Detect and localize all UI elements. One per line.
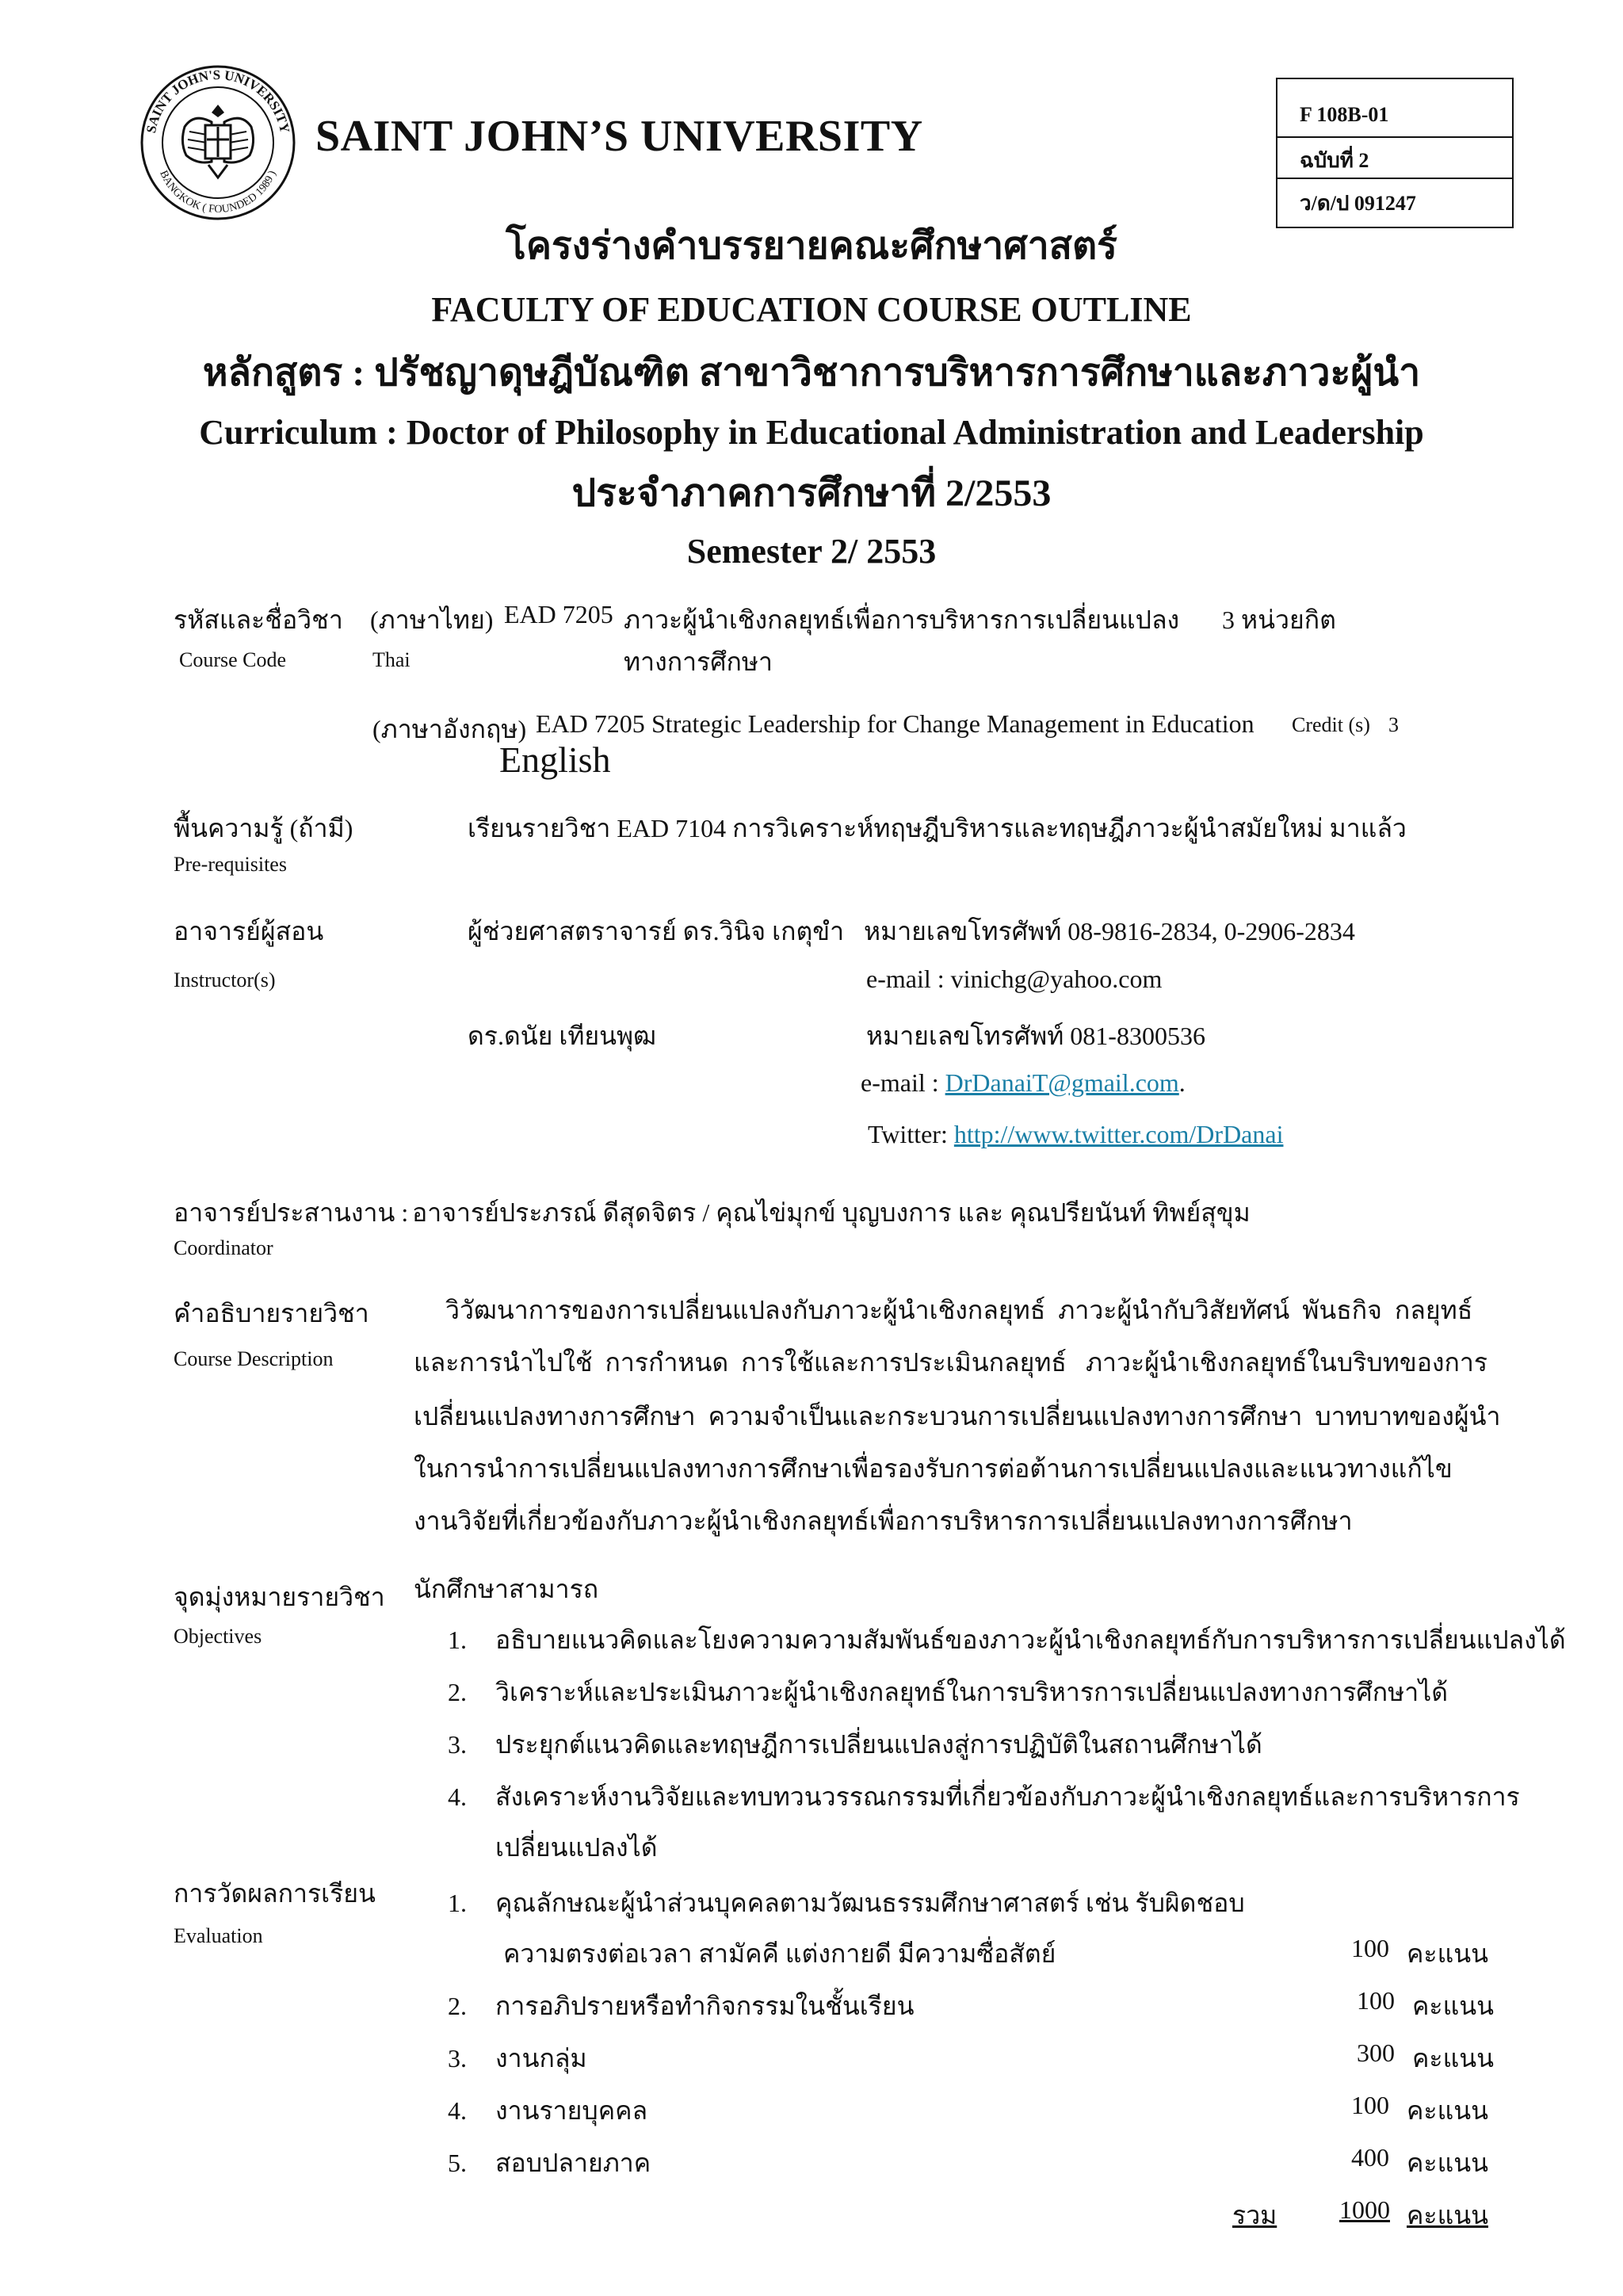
twitter-label: Twitter: (868, 1120, 954, 1148)
evaluation-total-label: รวม (1232, 2201, 1277, 2229)
evaluation-unit: คะแนน (1407, 2096, 1488, 2125)
prereq-text: เรียนรายวิชา EAD 7104 การวิเคราะห์ทฤษฎีบริหารและทฤษฎีภาวะผู้นำสมัยใหม่ มาแล้ว (468, 814, 1407, 842)
evaluation-item-1-line2: ความตรงต่อเวลา สามัคคี แต่งกายดี มีความซื่อสัตย์ (503, 1939, 1056, 1968)
description-line: งานวิจัยที่เกี่ยวข้องกับภาวะผู้นำเชิงกลยุทธ์เพื่อการบริหารการเปลี่ยนแปลงทางการศึกษา (414, 1507, 1353, 1535)
evaluation-item (448, 2038, 587, 2079)
objective-item (448, 1672, 1448, 1713)
svg-text:SAINT JOHN'S UNIVERSITY: SAINT JOHN'S UNIVERSITY (143, 67, 293, 135)
instructor-1-phone: หมายเลขโทรศัพท์ 08-9816-2834, 0-2906-2834 (864, 917, 1355, 946)
evaluation-unit: คะแนน (1407, 2149, 1488, 2177)
objective-number: 3. (448, 1730, 467, 1759)
email-period: . (1178, 1068, 1186, 1097)
instructor-2-name: ดร.ดนัย เทียนพุฒ (468, 1022, 657, 1050)
course-eng-lang: (ภาษาอังกฤษ) (372, 715, 527, 743)
evaluation-total-unit: คะแนน (1407, 2201, 1488, 2229)
prereq-label: พื้นความรู้ (ถ้ามี) (174, 814, 353, 842)
coordinator-label: อาจารย์ประสานงาน : (174, 1198, 409, 1227)
objective-text: ประยุกต์แนวคิดและทฤษฎีการเปลี่ยนแปลงสู่การปฏิบัติในสถานศึกษาได้ (495, 1730, 1262, 1759)
evaluation-number: 1. (448, 1889, 467, 1917)
course-label: รหัสและชื่อวิชา (174, 606, 343, 634)
evaluation-number: 4. (448, 2096, 467, 2125)
evaluation-text: การอภิปรายหรือทำกิจกรรมในชั้นเรียน (495, 1992, 915, 2020)
prereq-label-en: Pre-requisites (174, 853, 287, 876)
objective-item-4-continued: เปลี่ยนแปลงได้ (495, 1833, 658, 1862)
evaluation-text: คุณลักษณะผู้นำส่วนบุคคลตามวัฒนธรรมศึกษาศาสตร์ เช่น รับผิดชอบ (495, 1889, 1245, 1917)
course-eng-lang-en: English (499, 739, 611, 780)
evaluation-score: 100 (1351, 1934, 1389, 1962)
evaluation-score: 100 (1357, 1986, 1395, 2015)
evaluation-number: 2. (448, 1992, 467, 2020)
evaluation-score: 100 (1351, 2091, 1389, 2119)
instructors-label-en: Instructor(s) (174, 968, 276, 991)
curriculum-thai: หลักสูตร : ปรัชญาดุษฎีบัณฑิต สาขาวิชาการบริหารการศึกษาและภาวะผู้นำ (202, 352, 1421, 394)
evaluation-unit: คะแนน (1412, 1992, 1494, 2020)
evaluation-number: 5. (448, 2149, 467, 2177)
university-name: SAINT JOHN’S UNIVERSITY (315, 112, 923, 161)
evaluation-score: 400 (1351, 2143, 1389, 2172)
form-info-box (1276, 78, 1514, 228)
form-divider (1277, 178, 1512, 179)
semester-thai: ประจำภาคการศึกษาที่ 2/2553 (571, 472, 1052, 514)
description-line: และการนำไปใช้ การกำหนด การใช้และการประเมินกลยุทธ์ ภาวะผู้นำเชิงกลยุทธ์ในบริบทของการ (414, 1348, 1488, 1377)
objectives-label: จุดมุ่งหมายรายวิชา (174, 1583, 385, 1611)
form-date: ว/ด/ป 091247 (1300, 192, 1416, 215)
svg-text:BANGKOK ( FOUNDED 1989 ): BANGKOK ( FOUNDED 1989 ) (157, 169, 279, 216)
evaluation-number: 3. (448, 2044, 467, 2073)
evaluation-text: งานรายบุคคล (495, 2096, 648, 2125)
evaluation-unit: คะแนน (1407, 1939, 1488, 1968)
course-code-thai: EAD 7205 (504, 600, 613, 628)
curriculum-english: Curriculum : Doctor of Philosophy in Educational Administration and Leadership (199, 413, 1424, 452)
evaluation-item (448, 1986, 914, 2027)
description-line: เปลี่ยนแปลงทางการศึกษา ความจำเป็นและกระบวนการเปลี่ยนแปลงทางการศึกษา บาทบาทของผู้นำ (414, 1402, 1501, 1431)
university-seal-logo (139, 63, 297, 222)
objective-number: 2. (448, 1678, 467, 1706)
title-english: FACULTY OF EDUCATION COURSE OUTLINE (431, 290, 1192, 329)
instructor-1-name: ผู้ช่วยศาสตราจารย์ ดร.วินิจ เกตุขำ (468, 917, 845, 946)
objective-number: 1. (448, 1626, 467, 1654)
course-credits-thai: 3 หน่วยกิต (1222, 606, 1336, 634)
evaluation-item-1 (448, 1883, 1245, 1924)
course-thai-lang: (ภาษาไทย) (370, 606, 494, 634)
form-divider (1277, 136, 1512, 138)
description-label: คำอธิบายรายวิชา (174, 1299, 369, 1328)
evaluation-unit: คะแนน (1412, 2044, 1494, 2073)
credit-label: Credit (s) (1292, 713, 1370, 736)
email-label: e-mail : (861, 1068, 945, 1097)
instructor-2-phone: หมายเลขโทรศัพท์ 081-8300536 (866, 1022, 1205, 1050)
evaluation-item (448, 2091, 647, 2131)
description-line: ในการนำการเปลี่ยนแปลงทางการศึกษาเพื่อรองรับการต่อต้านการเปลี่ยนแปลงและแนวทางแก้ไข (414, 1454, 1453, 1483)
form-code: F 108B-01 (1300, 103, 1389, 126)
course-thai-lang-en: Thai (372, 648, 411, 671)
evaluation-text: งานกลุ่ม (495, 2044, 587, 2073)
instructor-2-email-row (861, 1068, 1186, 1098)
instructors-label: อาจารย์ผู้สอน (174, 917, 324, 946)
objective-number: 4. (448, 1782, 467, 1811)
objective-text: สังเคราะห์งานวิจัยและทบทวนวรรณกรรมที่เกี่ยวข้องกับภาวะผู้นำเชิงกลยุทธ์และการบริหารการ (495, 1782, 1520, 1811)
course-name-english: Strategic Leadership for Change Management in Education (651, 709, 1254, 738)
objectives-intro: นักศึกษาสามารถ (414, 1575, 599, 1603)
evaluation-total-score: 1000 (1339, 2195, 1390, 2224)
course-name-thai-line1: ภาวะผู้นำเชิงกลยุทธ์เพื่อการบริหารการเปลี่ยนแปลง (624, 606, 1180, 634)
evaluation-label: การวัดผลการเรียน (174, 1879, 376, 1908)
semester-english: Semester 2/ 2553 (686, 532, 937, 571)
objectives-label-en: Objectives (174, 1625, 262, 1648)
instructor-1-email: e-mail : vinichg@yahoo.com (866, 965, 1163, 993)
coordinator-label-en: Coordinator (174, 1236, 273, 1259)
credit-value: 3 (1388, 713, 1399, 736)
objective-item (448, 1777, 1520, 1817)
description-line: วิวัฒนาการของการเปลี่ยนแปลงกับภาวะผู้นำเชิงกลยุทธ์ ภาวะผู้นำกับวิสัยทัศน์ พันธกิจ กลยุทธ์ (414, 1296, 1473, 1324)
instructor-2-email-link[interactable]: DrDanaiT@gmail.com (945, 1068, 1179, 1097)
course-code-english: EAD 7205 (536, 709, 645, 738)
description-label-en: Course Description (174, 1347, 334, 1370)
course-label-en: Course Code (179, 648, 287, 671)
instructor-2-twitter-row (868, 1120, 1283, 1149)
objective-text: อธิบายแนวคิดและโยงความความสัมพันธ์ของภาวะผู้นำเชิงกลยุทธ์กับการบริหารการเปลี่ยนแปลงได้ (495, 1626, 1566, 1654)
objective-item (448, 1620, 1566, 1660)
evaluation-score: 300 (1357, 2038, 1395, 2067)
evaluation-item (448, 2143, 651, 2183)
coordinator-text: อาจารย์ประภรณ์ ดีสุดจิตร / คุณไข่มุกข์ บุญบงการ และ คุณปรียนันท์ ทิพย์สุขุม (412, 1198, 1251, 1227)
objective-text: วิเคราะห์และประเมินภาวะผู้นำเชิงกลยุทธ์ในการบริหารการเปลี่ยนแปลงทางการศึกษาได้ (495, 1678, 1449, 1706)
evaluation-text: สอบปลายภาค (495, 2149, 651, 2177)
title-thai: โครงร่างคำบรรยายคณะศึกษาศาสตร์ (506, 225, 1117, 267)
form-edition: ฉบับที่ 2 (1300, 149, 1369, 172)
instructor-2-twitter-link[interactable]: http://www.twitter.com/DrDanai (953, 1120, 1284, 1148)
evaluation-label-en: Evaluation (174, 1924, 263, 1947)
objective-item (448, 1725, 1262, 1765)
course-name-thai-line2: ทางการศึกษา (624, 648, 773, 676)
